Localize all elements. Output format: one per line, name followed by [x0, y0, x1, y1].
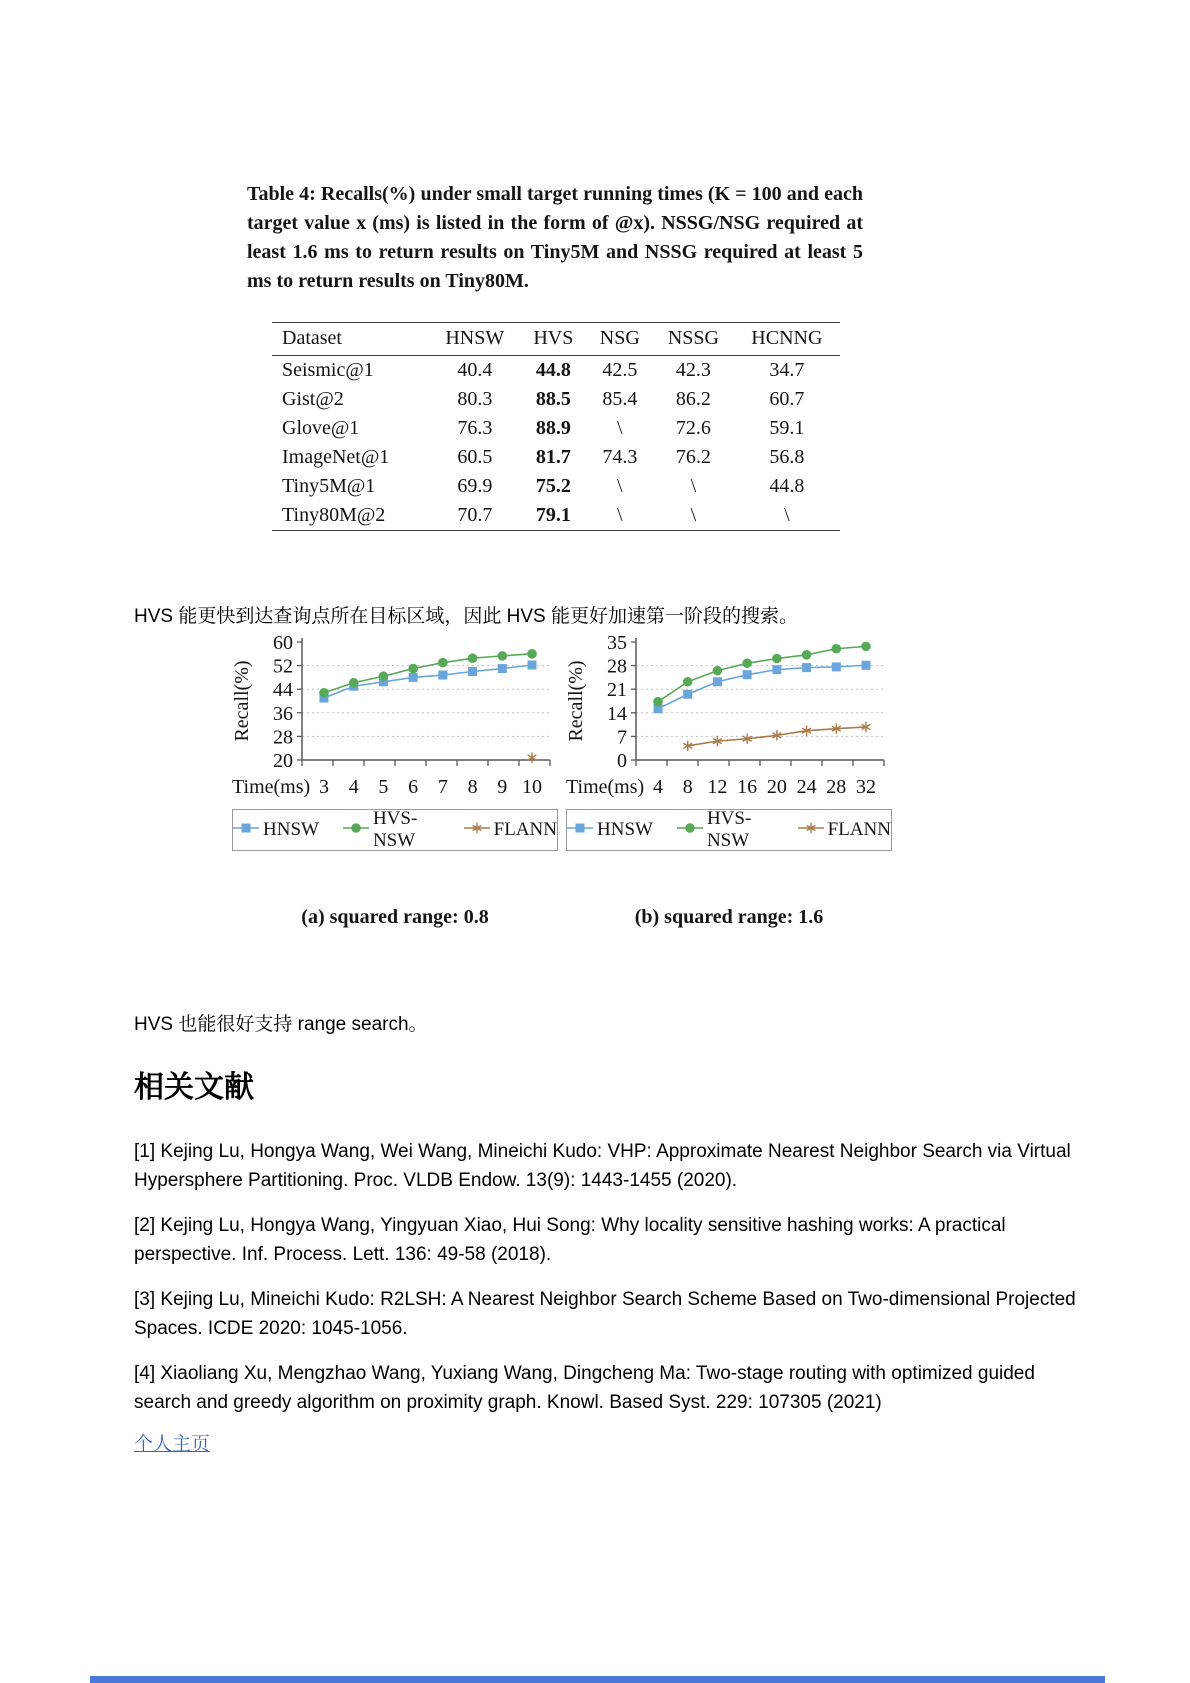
dataset-cell: Glove@1	[282, 417, 360, 439]
table-row	[272, 501, 840, 531]
dataset-cell: Gist@2	[282, 388, 344, 410]
value-cell: 44.8	[769, 475, 805, 497]
bottom-blue-bar	[90, 1676, 1105, 1683]
svg-text:28: 28	[826, 776, 847, 798]
value-cell: 44.8	[535, 359, 571, 381]
results-table-body	[272, 356, 840, 531]
dataset-cell: Seismic@1	[282, 359, 374, 381]
value-cell: 74.3	[602, 446, 638, 468]
table-header-row	[272, 323, 840, 356]
chart-a-legend	[232, 809, 558, 851]
results-table	[272, 322, 840, 531]
column-header: NSSG	[653, 323, 734, 356]
svg-text:21: 21	[607, 679, 627, 702]
value-cell: 88.5	[535, 388, 571, 410]
svg-text:0: 0	[617, 750, 627, 772]
table-caption: Table 4: Recalls(%) under small target running times (K = 100 and each target value x (ms) is listed in the form of @x). NSSG/NSG required at least 1.6 ms to return results on Tiny5M and NSSG required at least 5 ms to return results on Tiny80M.	[247, 183, 863, 292]
svg-text:28: 28	[273, 726, 293, 749]
value-cell: 56.8	[769, 446, 805, 468]
table-row	[272, 472, 840, 501]
value-cell: \	[690, 475, 697, 497]
legend-label: HVS-NSW	[372, 808, 418, 851]
value-cell: 60.7	[769, 388, 805, 410]
column-header: NSG	[587, 323, 653, 356]
legend-label: FLANN	[827, 819, 891, 840]
legend-entry-flann	[798, 819, 891, 841]
legend-entry-hvs-nsw	[677, 808, 774, 852]
svg-text:6: 6	[408, 776, 419, 798]
svg-text:Time(ms): Time(ms)	[566, 776, 645, 798]
svg-text:9: 9	[497, 776, 508, 798]
svg-text:14: 14	[607, 702, 627, 725]
value-cell: \	[617, 417, 623, 439]
svg-text:4: 4	[348, 776, 359, 798]
svg-text:36: 36	[273, 702, 293, 725]
legend-entry-hnsw	[567, 819, 653, 841]
column-header: HVS	[520, 323, 586, 356]
value-cell: 59.1	[769, 417, 805, 439]
column-header: HCNNG	[734, 323, 840, 356]
dataset-cell: Tiny5M@1	[282, 475, 376, 497]
svg-text:20: 20	[273, 750, 293, 772]
svg-text:12: 12	[707, 776, 728, 798]
value-cell: \	[784, 504, 790, 526]
value-cell: 81.7	[535, 446, 571, 468]
asterisk-marker-icon	[798, 819, 824, 841]
svg-text:3: 3	[319, 776, 329, 798]
column-header: HNSW	[430, 323, 521, 356]
table-row	[272, 414, 840, 443]
square-marker-icon	[233, 819, 259, 841]
value-cell: 75.2	[535, 475, 571, 497]
legend-entry-hnsw	[233, 819, 319, 841]
svg-text:7: 7	[617, 726, 627, 749]
svg-text:16: 16	[737, 776, 758, 798]
chart-a-canvas	[232, 630, 558, 807]
legend-label: HNSW	[597, 819, 653, 840]
svg-text:52: 52	[273, 655, 293, 678]
value-cell: 60.5	[457, 446, 493, 468]
value-cell: 40.4	[457, 359, 493, 381]
reference-item-1: [1] Kejing Lu, Hongya Wang, Wei Wang, Mineichi Kudo: VHP: Approximate Nearest Neighbor Search via Virtual Hypersphere Partitioning. Proc. VLDB Endow. 13(9): 1443-1455 (2020).	[134, 1141, 1071, 1191]
value-cell: 76.3	[457, 417, 493, 439]
svg-text:7: 7	[437, 776, 448, 798]
svg-text:20: 20	[766, 776, 787, 798]
value-cell: 85.4	[602, 388, 638, 410]
value-cell: 70.7	[457, 504, 493, 526]
chart-a-caption: (a) squared range: 0.8	[301, 906, 489, 928]
svg-text:10: 10	[522, 776, 542, 798]
legend-label: FLANN	[493, 819, 557, 840]
table-row	[272, 385, 840, 414]
value-cell: 42.3	[675, 359, 711, 381]
chart-b-canvas	[566, 630, 892, 807]
value-cell: \	[690, 504, 697, 526]
legend-entry-hvs-nsw	[343, 808, 440, 852]
svg-text:32: 32	[856, 776, 876, 798]
legend-entry-flann	[464, 819, 557, 841]
value-cell: 69.9	[457, 475, 493, 497]
svg-text:60: 60	[273, 632, 293, 654]
legend-label: HVS-NSW	[706, 808, 752, 851]
reference-item-2: [2] Kejing Lu, Hongya Wang, Yingyuan Xiao, Hui Song: Why locality sensitive hashing works: A practical perspective. Inf. Process. Lett. 136: 49-58 (2018).	[134, 1215, 1006, 1265]
reference-item-4: [4] Xiaoliang Xu, Mengzhao Wang, Yuxiang Wang, Dingcheng Ma: Two-stage routing with optimized guided search and greedy algorithm on proximity graph. Knowl. Based Syst. 229: 107305 (2021)	[134, 1363, 1035, 1413]
column-header: Dataset	[272, 323, 430, 356]
svg-text:Recall(%): Recall(%)	[232, 660, 253, 742]
dataset-cell: ImageNet@1	[282, 446, 390, 468]
svg-text:Recall(%): Recall(%)	[566, 660, 587, 742]
value-cell: 42.5	[602, 359, 638, 381]
square-marker-icon	[567, 819, 593, 841]
paragraph-range-search: HVS 也能很好支持 range search。	[134, 1014, 428, 1035]
svg-text:Time(ms): Time(ms)	[232, 776, 311, 798]
value-cell: \	[617, 504, 623, 526]
value-cell: 80.3	[457, 388, 493, 410]
value-cell: 34.7	[769, 359, 805, 381]
reference-item-3: [3] Kejing Lu, Mineichi Kudo: R2LSH: A Nearest Neighbor Search Scheme Based on Two-dimensional Projected Spaces. ICDE 2020: 1045-1056.	[134, 1289, 1076, 1339]
asterisk-marker-icon	[464, 819, 490, 841]
figure-recall-charts	[232, 630, 1190, 929]
value-cell: 88.9	[535, 417, 571, 439]
svg-text:8: 8	[467, 776, 478, 798]
table-row	[272, 443, 840, 472]
svg-text:5: 5	[378, 776, 389, 798]
dataset-cell: Tiny80M@2	[282, 504, 386, 526]
homepage-link[interactable]: 个人主页	[134, 1434, 211, 1455]
paragraph-speedup: HVS 能更快到达查询点所在目标区域，因此 HVS 能更好加速第一阶段的搜索。	[134, 606, 798, 627]
value-cell: 72.6	[675, 417, 711, 439]
circle-marker-icon	[677, 819, 703, 841]
section-heading-related-literature: 相关文献	[134, 1071, 254, 1104]
value-cell: \	[617, 475, 623, 497]
chart-b-legend	[566, 809, 892, 851]
svg-text:4: 4	[653, 776, 663, 798]
value-cell: 76.2	[675, 446, 711, 468]
svg-text:28: 28	[607, 655, 627, 678]
table-row	[272, 356, 840, 386]
value-cell: 86.2	[675, 388, 711, 410]
svg-text:44: 44	[273, 679, 293, 702]
circle-marker-icon	[343, 819, 369, 841]
chart-b-caption: (b) squared range: 1.6	[634, 906, 824, 928]
legend-label: HNSW	[263, 819, 319, 840]
value-cell: 79.1	[535, 504, 571, 526]
svg-text:35: 35	[607, 632, 627, 654]
chart-a-block	[232, 630, 558, 929]
chart-b-block	[566, 630, 892, 929]
svg-text:24: 24	[796, 776, 817, 798]
svg-text:8: 8	[682, 776, 693, 798]
